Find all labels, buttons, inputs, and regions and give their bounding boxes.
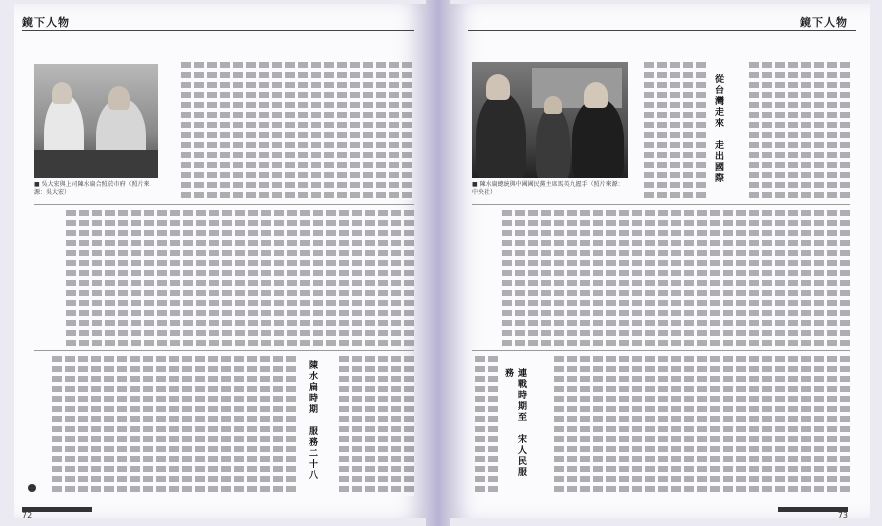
left-upper-text (166, 62, 412, 200)
left-page-number: 72 (22, 511, 33, 518)
right-lower-text-right (532, 356, 850, 496)
right-divider-1 (472, 204, 850, 205)
right-photo-caption: ■ 陳水扁總統與中國國民黨主席馬英九握手（照片來源：中央社） (472, 181, 624, 196)
right-subhead-2: 連戰時期至 宋人民服務 (503, 368, 526, 478)
left-divider-2 (34, 350, 414, 351)
right-divider-2 (472, 350, 850, 351)
left-subhead: 陳水扁時期 服務二十八 (307, 360, 317, 481)
right-lower-text-left (472, 356, 498, 496)
right-subhead-1: 從台灣走來 走出國際 (713, 74, 723, 184)
left-footer-bar (22, 507, 92, 512)
left-middle-text (34, 210, 414, 346)
left-photo-caption: ■ 吳大宏與上司陳水扁合照於市府（照片來源：吳大宏） (34, 181, 150, 196)
left-lower-text-right (332, 356, 414, 496)
right-middle-text (472, 210, 850, 346)
left-lower-text-left (34, 356, 296, 496)
right-upper-text-right (736, 62, 850, 200)
page-gutter (426, 0, 450, 526)
right-page-header: 鏡下人物 (800, 16, 848, 29)
right-photo (472, 62, 628, 178)
left-page-header: 鏡下人物 (22, 16, 70, 29)
end-mark-icon (28, 484, 36, 492)
right-page-number: 73 (837, 511, 848, 518)
left-photo (34, 64, 158, 178)
left-page (14, 4, 426, 518)
left-header-rule (22, 30, 414, 31)
left-divider-1 (34, 204, 414, 205)
right-upper-text-left (634, 62, 706, 200)
right-header-rule (468, 30, 856, 31)
right-page (450, 4, 870, 518)
